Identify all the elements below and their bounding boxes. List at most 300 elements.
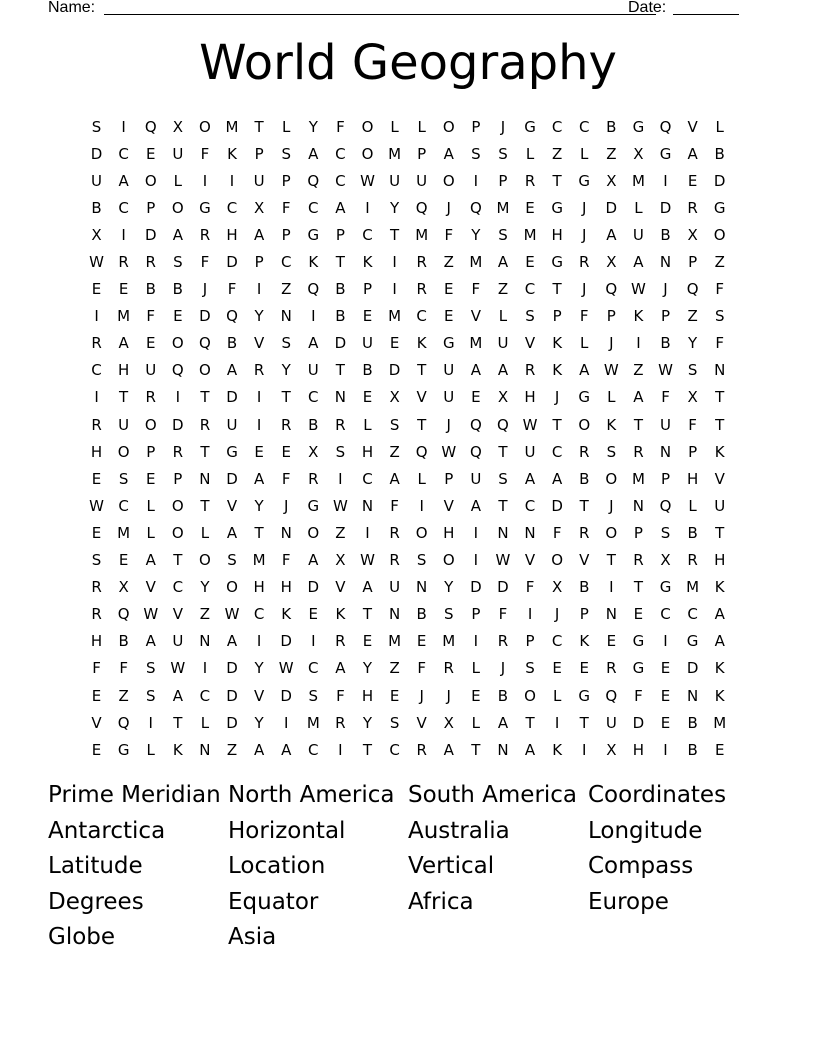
- grid-letter: K: [579, 632, 590, 651]
- grid-letter: D: [226, 253, 238, 272]
- grid-letter: A: [633, 253, 644, 272]
- grid-letter: A: [497, 713, 509, 732]
- grid-letter: X: [660, 551, 671, 570]
- grid-letter: E: [118, 280, 129, 299]
- grid-letter: M: [415, 225, 429, 244]
- grid-letter: R: [579, 442, 590, 461]
- grid-letter: B: [714, 144, 725, 163]
- grid-letter: F: [444, 225, 454, 244]
- grid-letter: R: [416, 253, 427, 272]
- grid-letter: O: [171, 523, 184, 542]
- grid-letter: I: [473, 551, 479, 570]
- grid-letter: E: [145, 469, 156, 488]
- grid-letter: X: [118, 578, 129, 597]
- grid-letter: B: [362, 361, 373, 380]
- grid-letter: A: [308, 144, 319, 163]
- grid-letter: F: [281, 469, 291, 488]
- grid-letter: U: [307, 361, 319, 380]
- word-bank-item: Asia: [228, 924, 277, 951]
- grid-letter: F: [498, 605, 508, 624]
- grid-letter: B: [687, 740, 698, 759]
- grid-letter: K: [552, 334, 563, 353]
- grid-letter: P: [146, 198, 156, 217]
- grid-letter: R: [118, 253, 129, 272]
- grid-letter: V: [226, 496, 238, 515]
- grid-letter: K: [606, 415, 617, 434]
- grid-letter: V: [579, 551, 590, 570]
- grid-letter: X: [687, 225, 698, 244]
- grid-letter: C: [308, 388, 319, 407]
- grid-letter: R: [633, 551, 644, 570]
- grid-letter: Y: [254, 659, 264, 678]
- grid-letter: C: [308, 740, 319, 759]
- grid-letter: J: [446, 198, 451, 217]
- grid-letter: L: [146, 740, 155, 759]
- grid-letter: E: [471, 686, 481, 705]
- grid-letter: E: [389, 686, 400, 705]
- grid-letter: R: [579, 253, 590, 272]
- word-bank-item: Coordinates: [588, 782, 727, 808]
- grid-letter: V: [172, 605, 183, 624]
- grid-letter: D: [497, 578, 509, 597]
- grid-letter: E: [525, 253, 535, 272]
- grid-letter: O: [171, 198, 184, 217]
- grid-letter: T: [362, 740, 373, 759]
- grid-letter: X: [335, 551, 346, 570]
- grid-letter: M: [442, 632, 456, 651]
- grid-letter: A: [253, 225, 265, 244]
- grid-letter: P: [362, 280, 372, 299]
- grid-letter: T: [579, 496, 589, 515]
- grid-letter: C: [172, 578, 184, 597]
- grid-letter: H: [90, 632, 103, 651]
- grid-letter: T: [200, 388, 210, 407]
- word-bank-item: South America: [408, 782, 578, 808]
- grid-letter: U: [389, 171, 401, 190]
- grid-letter: P: [579, 605, 589, 624]
- grid-letter: I: [94, 307, 99, 326]
- grid-letter: A: [308, 551, 319, 570]
- grid-letter: L: [282, 117, 291, 136]
- grid-letter: N: [497, 740, 509, 759]
- grid-letter: J: [283, 496, 289, 515]
- word-bank-item: North America: [228, 782, 395, 808]
- grid-letter: X: [606, 171, 617, 190]
- grid-letter: H: [632, 740, 645, 759]
- grid-letter: E: [308, 605, 319, 624]
- grid-letter: U: [118, 415, 130, 434]
- grid-letter: T: [417, 415, 427, 434]
- grid-letter: E: [91, 469, 102, 488]
- grid-letter: A: [145, 632, 156, 651]
- grid-letter: D: [334, 334, 347, 353]
- grid-letter: J: [554, 605, 560, 624]
- grid-letter: A: [633, 388, 644, 407]
- grid-letter: Q: [659, 117, 672, 136]
- grid-letter: I: [365, 523, 370, 542]
- grid-letter: G: [199, 198, 211, 217]
- grid-letter: U: [361, 334, 373, 353]
- word-bank-item: Vertical: [408, 853, 495, 880]
- grid-letter: A: [579, 361, 590, 380]
- grid-letter: R: [91, 415, 102, 434]
- grid-letter: R: [91, 334, 102, 353]
- grid-letter: O: [361, 117, 374, 136]
- grid-letter: E: [362, 388, 373, 407]
- word-bank-item: Antarctica: [48, 817, 166, 844]
- grid-letter: Y: [444, 578, 454, 597]
- grid-letter: X: [606, 253, 617, 272]
- grid-letter: E: [444, 280, 454, 299]
- grid-letter: V: [524, 334, 536, 353]
- grid-letter: B: [145, 280, 156, 299]
- grid-letter: K: [416, 334, 427, 353]
- grid-letter: C: [389, 740, 400, 759]
- grid-letter: T: [552, 415, 562, 434]
- grid-letter: Z: [633, 361, 644, 380]
- grid-letter: J: [500, 117, 506, 136]
- grid-letter: R: [335, 415, 346, 434]
- grid-letter: D: [659, 198, 672, 217]
- grid-letter: Q: [144, 117, 157, 136]
- grid-letter: R: [91, 605, 102, 624]
- grid-letter: I: [256, 415, 262, 434]
- grid-letter: S: [525, 307, 535, 326]
- grid-letter: A: [443, 144, 454, 163]
- grid-letter: W: [360, 171, 375, 190]
- grid-letter: S: [227, 551, 237, 570]
- grid-letter: K: [714, 442, 725, 461]
- grid-letter: H: [443, 523, 455, 542]
- grid-letter: I: [473, 632, 479, 651]
- grid-letter: H: [253, 578, 265, 597]
- grid-letter: E: [714, 740, 725, 759]
- grid-letter: T: [335, 253, 345, 272]
- grid-letter: U: [497, 334, 509, 353]
- grid-letter: E: [660, 659, 671, 678]
- grid-letter: P: [688, 442, 698, 461]
- grid-letter: S: [389, 713, 400, 732]
- grid-letter: E: [525, 198, 535, 217]
- grid-letter: C: [524, 496, 536, 515]
- grid-letter: O: [199, 117, 211, 136]
- grid-letter: Y: [254, 713, 264, 732]
- grid-letter: V: [91, 713, 102, 732]
- grid-letter: F: [119, 659, 128, 678]
- grid-letter: S: [335, 442, 346, 461]
- grid-letter: E: [173, 307, 183, 326]
- grid-letter: S: [471, 144, 481, 163]
- grid-letter: Q: [469, 198, 482, 217]
- grid-letter: K: [308, 253, 319, 272]
- grid-letter: J: [663, 280, 668, 299]
- grid-letter: C: [362, 225, 373, 244]
- grid-letter: U: [470, 469, 482, 488]
- grid-letter: A: [524, 469, 536, 488]
- grid-letter: U: [443, 361, 455, 380]
- grid-letter: D: [605, 198, 618, 217]
- grid-letter: V: [714, 469, 725, 488]
- grid-letter: I: [202, 659, 208, 678]
- grid-letter: Q: [226, 307, 238, 326]
- grid-letter: D: [551, 496, 563, 515]
- grid-letter: C: [280, 253, 292, 272]
- grid-letter: R: [524, 171, 536, 190]
- grid-letter: D: [226, 686, 238, 705]
- grid-letter: A: [470, 361, 481, 380]
- grid-letter: R: [172, 442, 184, 461]
- grid-letter: C: [551, 117, 563, 136]
- grid-letter: I: [283, 713, 289, 732]
- grid-letter: O: [605, 469, 618, 488]
- grid-letter: I: [229, 171, 235, 190]
- grid-letter: B: [416, 605, 427, 624]
- grid-letter: T: [389, 225, 400, 244]
- grid-letter: O: [605, 523, 618, 542]
- grid-letter: C: [362, 469, 373, 488]
- grid-letter: C: [524, 280, 536, 299]
- grid-letter: C: [308, 198, 319, 217]
- grid-letter: I: [121, 117, 126, 136]
- grid-letter: I: [121, 225, 126, 244]
- grid-letter: P: [660, 469, 671, 488]
- grid-letter: S: [416, 551, 427, 570]
- grid-letter: M: [117, 307, 131, 326]
- grid-letter: T: [715, 523, 725, 542]
- grid-letter: O: [713, 225, 726, 244]
- grid-letter: T: [173, 713, 183, 732]
- grid-letter: W: [89, 253, 104, 272]
- grid-letter: C: [551, 632, 563, 651]
- grid-letter: W: [332, 496, 348, 515]
- grid-letter: R: [443, 659, 454, 678]
- grid-letter: B: [335, 280, 346, 299]
- word-bank-item: Prime Meridian: [48, 782, 221, 808]
- grid-letter: I: [311, 632, 316, 651]
- grid-letter: F: [417, 659, 426, 678]
- grid-letter: N: [361, 496, 374, 515]
- grid-letter: D: [280, 632, 292, 651]
- grid-letter: N: [605, 605, 617, 624]
- grid-letter: L: [363, 415, 372, 434]
- word-bank-item: Europe: [588, 888, 669, 915]
- grid-letter: U: [605, 713, 617, 732]
- grid-letter: L: [417, 117, 426, 136]
- grid-letter: L: [173, 171, 182, 190]
- grid-letter: G: [551, 253, 563, 272]
- grid-letter: R: [199, 415, 211, 434]
- grid-letter: X: [497, 388, 509, 407]
- grid-letter: J: [582, 198, 587, 217]
- grid-letter: R: [389, 551, 400, 570]
- grid-letter: J: [500, 659, 506, 678]
- grid-letter: E: [633, 605, 644, 624]
- grid-letter: P: [471, 117, 481, 136]
- grid-letter: O: [442, 171, 455, 190]
- grid-letter: D: [226, 659, 238, 678]
- grid-letter: I: [148, 713, 153, 732]
- grid-letter: S: [145, 686, 156, 705]
- grid-letter: K: [552, 361, 563, 380]
- grid-letter: Q: [117, 605, 130, 624]
- grid-letter: E: [389, 334, 400, 353]
- grid-letter: U: [416, 171, 428, 190]
- grid-letter: F: [200, 144, 210, 163]
- grid-letter: N: [524, 523, 536, 542]
- grid-letter: E: [687, 171, 698, 190]
- grid-letter: L: [634, 198, 643, 217]
- grid-letter: R: [199, 225, 211, 244]
- grid-letter: R: [416, 740, 427, 759]
- grid-letter: C: [253, 605, 265, 624]
- grid-letter: T: [715, 388, 725, 407]
- grid-letter: G: [524, 117, 536, 136]
- grid-letter: I: [311, 307, 316, 326]
- grid-letter: Z: [226, 740, 238, 759]
- grid-letter: P: [471, 605, 481, 624]
- grid-letter: U: [226, 415, 238, 434]
- grid-letter: C: [118, 496, 129, 515]
- word-bank-item: Location: [228, 853, 326, 880]
- grid-letter: L: [471, 713, 481, 732]
- grid-letter: Z: [118, 686, 129, 705]
- grid-letter: B: [579, 469, 590, 488]
- grid-letter: M: [306, 713, 320, 732]
- grid-letter: K: [335, 605, 346, 624]
- grid-letter: Q: [199, 334, 211, 353]
- grid-letter: V: [253, 686, 265, 705]
- grid-letter: J: [446, 415, 451, 434]
- grid-letter: B: [497, 686, 509, 705]
- word-bank: [48, 778, 768, 956]
- word-bank-item: Equator: [228, 888, 319, 915]
- grid-letter: U: [660, 415, 671, 434]
- grid-letter: Q: [415, 442, 428, 461]
- grid-letter: F: [634, 686, 643, 705]
- grid-letter: U: [443, 388, 455, 407]
- grid-letter: I: [256, 280, 262, 299]
- grid-letter: F: [661, 388, 670, 407]
- grid-letter: T: [200, 496, 210, 515]
- grid-letter: R: [687, 551, 698, 570]
- grid-letter: P: [281, 225, 291, 244]
- grid-letter: P: [254, 144, 264, 163]
- grid-letter: Q: [686, 280, 699, 299]
- grid-letter: F: [336, 686, 345, 705]
- grid-letter: W: [224, 605, 240, 624]
- word-bank-item: Compass: [588, 853, 694, 880]
- grid-letter: T: [633, 415, 643, 434]
- grid-letter: I: [175, 388, 181, 407]
- grid-letter: Y: [281, 361, 291, 380]
- grid-letter: U: [253, 171, 265, 190]
- grid-letter: A: [470, 496, 481, 515]
- grid-letter: H: [280, 578, 292, 597]
- grid-letter: L: [525, 144, 535, 163]
- grid-letter: V: [145, 578, 156, 597]
- grid-letter: M: [496, 198, 510, 217]
- letter-grid: [83, 113, 733, 763]
- grid-letter: R: [633, 442, 644, 461]
- grid-letter: D: [144, 225, 157, 244]
- grid-letter: Z: [606, 144, 617, 163]
- grid-letter: N: [199, 632, 211, 651]
- grid-letter: D: [388, 361, 401, 380]
- grid-letter: Q: [307, 280, 320, 299]
- grid-letter: P: [146, 442, 156, 461]
- grid-letter: L: [146, 523, 155, 542]
- grid-letter: T: [362, 605, 373, 624]
- grid-letter: G: [659, 578, 672, 597]
- grid-letter: P: [281, 171, 291, 190]
- grid-letter: C: [308, 659, 319, 678]
- grid-letter: F: [715, 334, 725, 353]
- grid-letter: Q: [469, 442, 482, 461]
- grid-letter: R: [145, 388, 156, 407]
- grid-letter: S: [498, 225, 508, 244]
- grid-letter: B: [226, 334, 238, 353]
- grid-letter: F: [146, 307, 156, 326]
- grid-letter: H: [226, 225, 238, 244]
- grid-letter: L: [200, 713, 210, 732]
- grid-letter: U: [524, 442, 536, 461]
- grid-letter: K: [714, 578, 725, 597]
- grid-letter: X: [443, 713, 454, 732]
- grid-letter: L: [688, 496, 697, 515]
- grid-letter: R: [524, 361, 536, 380]
- grid-letter: J: [554, 388, 560, 407]
- grid-letter: B: [335, 307, 346, 326]
- grid-letter: D: [172, 415, 184, 434]
- grid-letter: P: [552, 307, 562, 326]
- grid-letter: U: [172, 144, 184, 163]
- grid-letter: I: [256, 388, 262, 407]
- grid-letter: Q: [469, 415, 482, 434]
- grid-letter: N: [659, 442, 672, 461]
- grid-letter: E: [91, 523, 102, 542]
- grid-letter: K: [714, 686, 725, 705]
- grid-letter: I: [527, 605, 533, 624]
- grid-letter: Z: [335, 523, 346, 542]
- grid-letter: R: [145, 253, 156, 272]
- grid-letter: S: [281, 144, 291, 163]
- grid-letter: X: [606, 740, 617, 759]
- grid-letter: D: [470, 578, 482, 597]
- grid-letter: C: [551, 442, 563, 461]
- grid-letter: A: [714, 605, 725, 624]
- grid-letter: W: [89, 496, 104, 515]
- grid-letter: L: [552, 686, 562, 705]
- grid-letter: W: [278, 659, 294, 678]
- grid-letter: I: [554, 713, 560, 732]
- grid-letter: L: [146, 496, 155, 515]
- grid-letter: S: [389, 415, 400, 434]
- word-bank-item: Australia: [408, 817, 510, 844]
- grid-letter: I: [473, 523, 479, 542]
- grid-letter: F: [200, 253, 210, 272]
- grid-letter: D: [280, 686, 292, 705]
- grid-letter: A: [118, 334, 129, 353]
- grid-letter: X: [633, 144, 644, 163]
- grid-letter: L: [580, 144, 589, 163]
- grid-letter: T: [552, 280, 562, 299]
- grid-letter: M: [631, 469, 645, 488]
- grid-letter: A: [552, 469, 563, 488]
- grid-letter: Y: [254, 496, 264, 515]
- grid-letter: I: [609, 578, 614, 597]
- grid-letter: W: [631, 280, 646, 299]
- grid-letter: W: [360, 551, 375, 570]
